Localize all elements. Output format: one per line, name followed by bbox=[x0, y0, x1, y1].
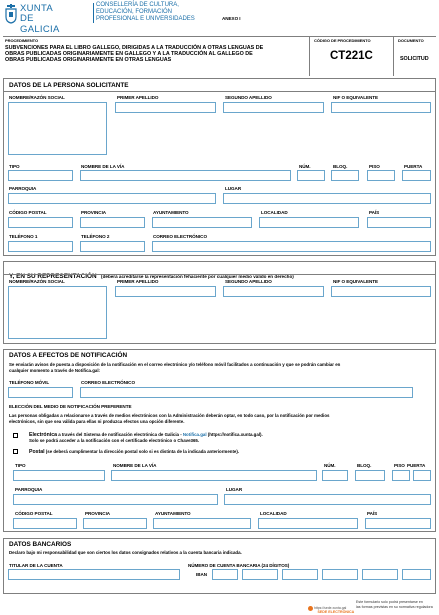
applicant-num-field[interactable] bbox=[297, 170, 325, 181]
applicant-email-field[interactable] bbox=[152, 241, 431, 252]
sede-dot-icon bbox=[308, 606, 313, 611]
applicant-door-field[interactable] bbox=[402, 170, 431, 181]
notification-choice-title: ELECCIÓN DEL MEDIO DE NOTIFICACIÓN PREFERENTE bbox=[9, 404, 132, 409]
notification-parish-label: PARROQUIA bbox=[15, 487, 43, 492]
applicant-street-field[interactable] bbox=[80, 170, 291, 181]
representative-surname1-label: PRIMER APELLIDO bbox=[117, 279, 159, 284]
notification-email-label: CORREO ELECTRÓNICO bbox=[81, 380, 135, 385]
postal-option-checkbox[interactable] bbox=[13, 449, 18, 454]
dept-line-2: EDUCACIÓN, FORMACIÓN bbox=[96, 9, 173, 15]
applicant-parish-field[interactable] bbox=[8, 193, 216, 204]
iban-country-field[interactable] bbox=[212, 569, 238, 580]
xunta-logo bbox=[5, 3, 75, 35]
applicant-floor-field[interactable] bbox=[367, 170, 395, 181]
bank-section-title: DATOS BANCARIOS bbox=[9, 541, 72, 548]
electronic-option-line-2: Solo se podrá acceder a la notificación con el certificado electrónico o Chave365. bbox=[29, 438, 200, 443]
applicant-province-label: PROVINCIA bbox=[81, 210, 107, 215]
notification-num-field[interactable] bbox=[322, 470, 348, 481]
applicant-floor-label: PISO bbox=[369, 164, 380, 169]
xunta-emblem-icon bbox=[5, 4, 17, 24]
notification-country-label: PAÍS bbox=[367, 511, 378, 516]
notification-zip-label: CÓDIGO POSTAL bbox=[15, 511, 53, 516]
electronic-option-label: Electrónica bbox=[29, 432, 57, 438]
bank-account-label: NÚMERO DE CUENTA BANCARIA (24 DÍGITOS) bbox=[188, 563, 290, 568]
applicant-num-label: NÚM. bbox=[299, 164, 311, 169]
applicant-locality-field[interactable] bbox=[259, 217, 359, 228]
notification-intro bbox=[9, 362, 340, 374]
representative-title-rule bbox=[3, 274, 436, 275]
notification-mobile-field[interactable] bbox=[8, 387, 73, 398]
applicant-province-field[interactable] bbox=[80, 217, 145, 228]
notification-floor-label: PISO bbox=[394, 463, 405, 468]
notification-intro-line-1: Se enviarán avisos de puesta a disposición de la notificación en el correo electrónico y/o teléfono móvil facilitados a continuación y que se podrán cambiar en bbox=[9, 362, 341, 367]
applicant-surname1-label: PRIMER APELLIDO bbox=[117, 95, 159, 100]
procedure-title bbox=[5, 45, 263, 63]
notification-street-label: NOMBRE DE LA VÍA bbox=[113, 463, 157, 468]
electronic-option-text: a través del Sistema de notificación electrónica de Galicia - bbox=[56, 432, 183, 437]
sede-url[interactable]: https://sede.xunta.gal bbox=[314, 606, 347, 610]
procedure-code-value: CT221C bbox=[330, 50, 373, 62]
iban-field-4[interactable] bbox=[322, 569, 358, 580]
iban-field-2[interactable] bbox=[242, 569, 278, 580]
applicant-phone2-field[interactable] bbox=[80, 241, 145, 252]
applicant-phone1-field[interactable] bbox=[8, 241, 73, 252]
applicant-surname2-field[interactable] bbox=[223, 102, 324, 113]
notification-locality-label: LOCALIDAD bbox=[260, 511, 287, 516]
notification-street-field[interactable] bbox=[111, 470, 317, 481]
applicant-type-field[interactable] bbox=[8, 170, 73, 181]
applicant-council-label: AYUNTAMIENTO bbox=[153, 210, 189, 215]
representative-name-label: NOMBRE/RAZÓN SOCIAL bbox=[9, 279, 65, 284]
document-divider bbox=[393, 36, 394, 76]
representative-surname2-field[interactable] bbox=[223, 286, 324, 297]
applicant-country-label: PAÍS bbox=[369, 210, 380, 215]
notification-floor-field[interactable] bbox=[392, 470, 410, 481]
applicant-country-field[interactable] bbox=[367, 217, 431, 228]
logo-line-2: DE GALICIA bbox=[20, 13, 60, 35]
procedure-line-1: SUBVENCIONES PARA EL LIBRO GALLEGO, DIRIGIDAS A LA TRADUCCIÓN A OTRAS LENGUAS DE bbox=[5, 45, 264, 51]
bank-holder-label: TITULAR DE LA CUENTA bbox=[9, 563, 63, 568]
applicant-locality-label: LOCALIDAD bbox=[261, 210, 288, 215]
electronic-option-checkbox[interactable] bbox=[13, 433, 18, 438]
applicant-zip-field[interactable] bbox=[8, 217, 73, 228]
representative-surname2-label: SEGUNDO APELLIDO bbox=[225, 279, 272, 284]
notification-choice-text bbox=[9, 413, 329, 425]
applicant-block-label: BLOQ. bbox=[333, 164, 348, 169]
notification-council-label: AYUNTAMIENTO bbox=[155, 511, 191, 516]
postal-option-label: Postal bbox=[29, 449, 45, 455]
notification-intro-line-2: cualquier momento a través de Notifica.gal: bbox=[9, 368, 101, 373]
bank-holder-field[interactable] bbox=[8, 569, 180, 580]
applicant-surname1-field[interactable] bbox=[115, 102, 216, 113]
applicant-title-rule bbox=[3, 91, 436, 92]
electronic-option-url: (https://notifica.xunta.gal). bbox=[206, 432, 263, 437]
sede-label: SEDE ELECTRÓNICA bbox=[317, 610, 355, 614]
applicant-parish-label: PARROQUIA bbox=[9, 186, 37, 191]
representative-nif-field[interactable] bbox=[331, 286, 431, 297]
applicant-phone2-label: TELÉFONO 2 bbox=[81, 234, 110, 239]
notification-email-field[interactable] bbox=[80, 387, 413, 398]
applicant-surname2-label: SEGUNDO APELLIDO bbox=[225, 95, 272, 100]
notification-place-label: LUGAR bbox=[226, 487, 243, 492]
logo-line-1: XUNTA bbox=[20, 3, 53, 14]
postal-option-text: (se deberá cumplimentar la dirección postal solo si es distinta de la indicada anteriormente). bbox=[44, 449, 240, 454]
applicant-nif-field[interactable] bbox=[331, 102, 431, 113]
procedure-label: PROCEDIMIENTO bbox=[5, 38, 39, 43]
applicant-council-field[interactable] bbox=[152, 217, 252, 228]
applicant-zip-label: CÓDIGO POSTAL bbox=[9, 210, 47, 215]
annex-label: ANEXO I bbox=[222, 16, 241, 21]
bank-declaration: Declaro bajo mi responsabilidad que son ciertos los datos consignados relativos a la cuenta bancaria indicada. bbox=[9, 550, 242, 555]
procedure-line-3: OBRAS PUBLICADAS ORIGINARIAMENTE EN OTRAS LENGUAS bbox=[5, 57, 172, 63]
iban-field-3[interactable] bbox=[282, 569, 318, 580]
representative-surname1-field[interactable] bbox=[115, 286, 216, 297]
notification-type-field[interactable] bbox=[13, 470, 105, 481]
applicant-section-title: DATOS DE LA PERSONA SOLICITANTE bbox=[9, 82, 129, 89]
applicant-type-label: TIPO bbox=[9, 164, 20, 169]
notification-door-label: PUERTA bbox=[407, 463, 426, 468]
notification-num-label: NÚM. bbox=[324, 463, 336, 468]
iban-field-6[interactable] bbox=[402, 569, 431, 580]
procedure-code-divider bbox=[309, 36, 310, 76]
notification-block-label: BLOQ. bbox=[357, 463, 372, 468]
representative-name-field[interactable] bbox=[8, 286, 107, 339]
header-top-rule bbox=[3, 36, 436, 37]
notification-country-field[interactable] bbox=[365, 518, 431, 529]
procedure-line-2: OBRAS PUBLICADAS ORIGINARIAMENTE EN GALLEGO Y A LA TRADUCCIÓN AL GALLEGO DE bbox=[5, 51, 253, 57]
notification-province-field[interactable] bbox=[83, 518, 147, 529]
notification-choice-line-2: electrónicos, sin que sea válida para ellas ni produzca efectos una opción diferente. bbox=[9, 419, 185, 424]
notification-zip-field[interactable] bbox=[13, 518, 77, 529]
applicant-phone1-label: TELÉFONO 1 bbox=[9, 234, 38, 239]
representative-nif-label: NIF O EQUIVALENTE bbox=[333, 279, 379, 284]
dept-line-1: CONSELLERÍA DE CULTURA, bbox=[96, 2, 179, 8]
logo-separator bbox=[93, 3, 94, 23]
representative-note: (deberá acreditarse la representación fehaciente por cualquier medio válido en derecho) bbox=[101, 274, 294, 279]
applicant-street-label: NOMBRE DE LA VÍA bbox=[81, 164, 125, 169]
iban-label: IBAN bbox=[196, 572, 208, 577]
applicant-door-label: PUERTA bbox=[404, 164, 423, 169]
applicant-place-label: LUGAR bbox=[225, 186, 242, 191]
document-label: DOCUMENTO bbox=[398, 38, 424, 43]
dept-line-3: PROFESIONAL E UNIVERSIDADES bbox=[96, 16, 195, 22]
postal-option bbox=[29, 449, 239, 455]
iban-field-5[interactable] bbox=[362, 569, 398, 580]
representative-title: Y, EN SU REPRESENTACIÓN bbox=[9, 273, 97, 280]
notification-choice-line-1: Las personas obligadas a relacionarse a través de medios electrónicos con la Administración deberán optar, en todo caso, por la notificación por medios bbox=[9, 413, 330, 418]
applicant-email-label: CORREO ELECTRÓNICO bbox=[153, 234, 207, 239]
procedure-code-label: CÓDIGO DE PROCEDIMIENTO bbox=[314, 38, 371, 43]
applicant-name-label: NOMBRE/RAZÓN SOCIAL bbox=[9, 95, 65, 100]
notification-section-title: DATOS A EFECTOS DE NOTIFICACIÓN bbox=[9, 352, 128, 359]
notifica-link[interactable]: Notifica.gal bbox=[182, 432, 207, 437]
applicant-nif-label: NIF O EQUIVALENTE bbox=[333, 95, 379, 100]
notification-door-field[interactable] bbox=[413, 470, 431, 481]
notification-province-label: PROVINCIA bbox=[85, 511, 111, 516]
notification-locality-field[interactable] bbox=[258, 518, 358, 529]
electronic-option bbox=[29, 432, 263, 444]
document-value: SOLICITUD bbox=[400, 56, 429, 62]
applicant-block-field[interactable] bbox=[331, 170, 359, 181]
applicant-name-field[interactable] bbox=[8, 102, 107, 155]
footer-note bbox=[356, 600, 433, 609]
notification-mobile-label: TELÉFONO MÓVIL bbox=[9, 380, 50, 385]
notification-place-field[interactable] bbox=[224, 494, 431, 505]
footer-note-line-1: Este formulario solo podrá presentarse en bbox=[356, 600, 423, 604]
notification-council-field[interactable] bbox=[153, 518, 251, 529]
footer-note-line-2: las formas previstas en su normativa reguladora bbox=[356, 604, 433, 609]
applicant-place-field[interactable] bbox=[223, 193, 431, 204]
notification-parish-field[interactable] bbox=[13, 494, 218, 505]
notification-block-field[interactable] bbox=[355, 470, 385, 481]
notification-type-label: TIPO bbox=[15, 463, 26, 468]
department-name bbox=[96, 2, 195, 23]
